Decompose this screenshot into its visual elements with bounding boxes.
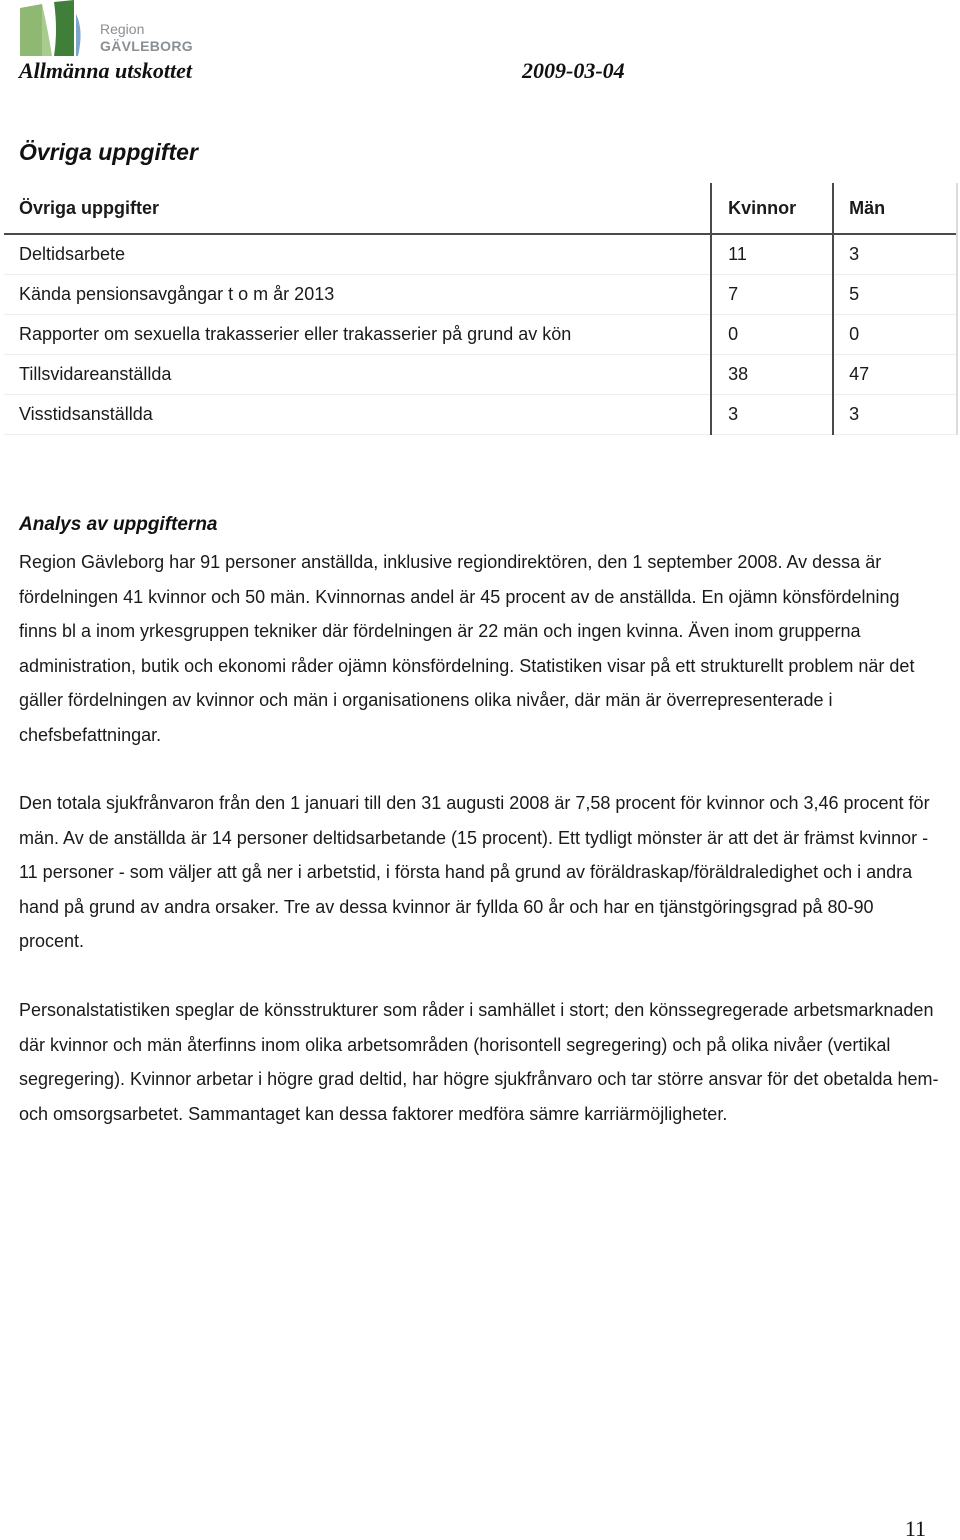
table-cell: Deltidsarbete: [19, 243, 126, 264]
table-cell: 5: [833, 274, 957, 314]
table-row: [4, 234, 957, 274]
analysis-title: Analys av uppgifterna: [19, 514, 218, 535]
column-header: Övriga uppgifter: [19, 197, 160, 218]
analysis-paragraph: Region Gävleborg har 91 personer anställda, inklusive regiondirektören, den 1 september 2008. Av dessa är fördelningen 41 kvinnor och 50 män. Kvinnornas andel är 45 procent av de anställda. En ojämn könsfördelning finns bl a inom yrkesgruppen tekniker där fördelningen är 22 män och ingen kvinna. Även inom grupperna administration, butik och ekonomi råder ojämn könsfördelning. Statistiken visar på ett strukturellt problem när det gäller fördelningen av kvinnor och män i organisationens olika nivåer, där män är överrepresenterade i chefsbefattningar.: [19, 552, 915, 745]
document-date: 2009-03-04: [522, 58, 625, 83]
table-cell: Kända pensionsavgångar t o m år 2013: [19, 283, 335, 304]
table-header-row: [4, 183, 957, 234]
table-cell: 0: [833, 314, 957, 354]
table-cell: 3: [833, 234, 957, 274]
table-cell: Rapporter om sexuella trakasserier eller trakasserier på grund av kön: [19, 323, 572, 344]
table-cell: 38: [711, 354, 833, 394]
logo-line2: GÄVLEBORG: [100, 38, 193, 54]
table-row: [4, 394, 957, 434]
table-cell: 3: [833, 394, 957, 434]
table-cell: 0: [711, 314, 833, 354]
table-row: [4, 314, 957, 354]
table-cell: Tillsvidareanställda: [19, 363, 172, 384]
section-title: Övriga uppgifter: [19, 139, 198, 165]
analysis-paragraph: Personalstatistiken speglar de könsstrukturer som råder i samhället i stort; den könssegregerade arbetsmarknaden där kvinnor och män återfinns inom olika arbetsområden (horisontell segregering) och på olika nivåer (vertikal segregering). Kvinnor arbetar i högre grad deltid, har högre sjukfrånvaro och tar större ansvar för det obetalda hem- och omsorgsarbetet. Sammantaget kan dessa faktorer medföra sämre karriärmöjligheter.: [19, 1000, 939, 1124]
logo-line1: Region: [100, 21, 145, 37]
table-row: [4, 274, 957, 314]
table-cell: 11: [711, 234, 833, 274]
column-header: Kvinnor: [711, 183, 833, 234]
region-gavleborg-logo: [18, 0, 193, 58]
table-row: [4, 354, 957, 394]
table-cell: 3: [711, 394, 833, 434]
table-cell: 7: [711, 274, 833, 314]
analysis-paragraph: Den totala sjukfrånvaron från den 1 januari till den 31 augusti 2008 är 7,58 procent för kvinnor och 3,46 procent för män. Av de anställda är 14 personer deltidsarbetande (15 procent). Ett tydligt mönster är att det är främst kvinnor - 11 personer - som väljer att gå ner i arbetstid, i första hand på grund av föräldraskap/föräldraledighet och i andra hand på grund av andra orsaker. Tre av dessa kvinnor är fyllda 60 år och har en tjänstgöringsgrad på 80-90 procent.: [19, 793, 930, 951]
page-number: 11: [904, 1516, 926, 1540]
table-cell: 47: [833, 354, 957, 394]
table-cell: Visstidsanställda: [19, 403, 153, 424]
statistics-table: [4, 183, 958, 435]
committee-name: Allmänna utskottet: [19, 58, 192, 83]
column-header: Män: [833, 183, 957, 234]
logo-mark-icon: [18, 0, 96, 58]
